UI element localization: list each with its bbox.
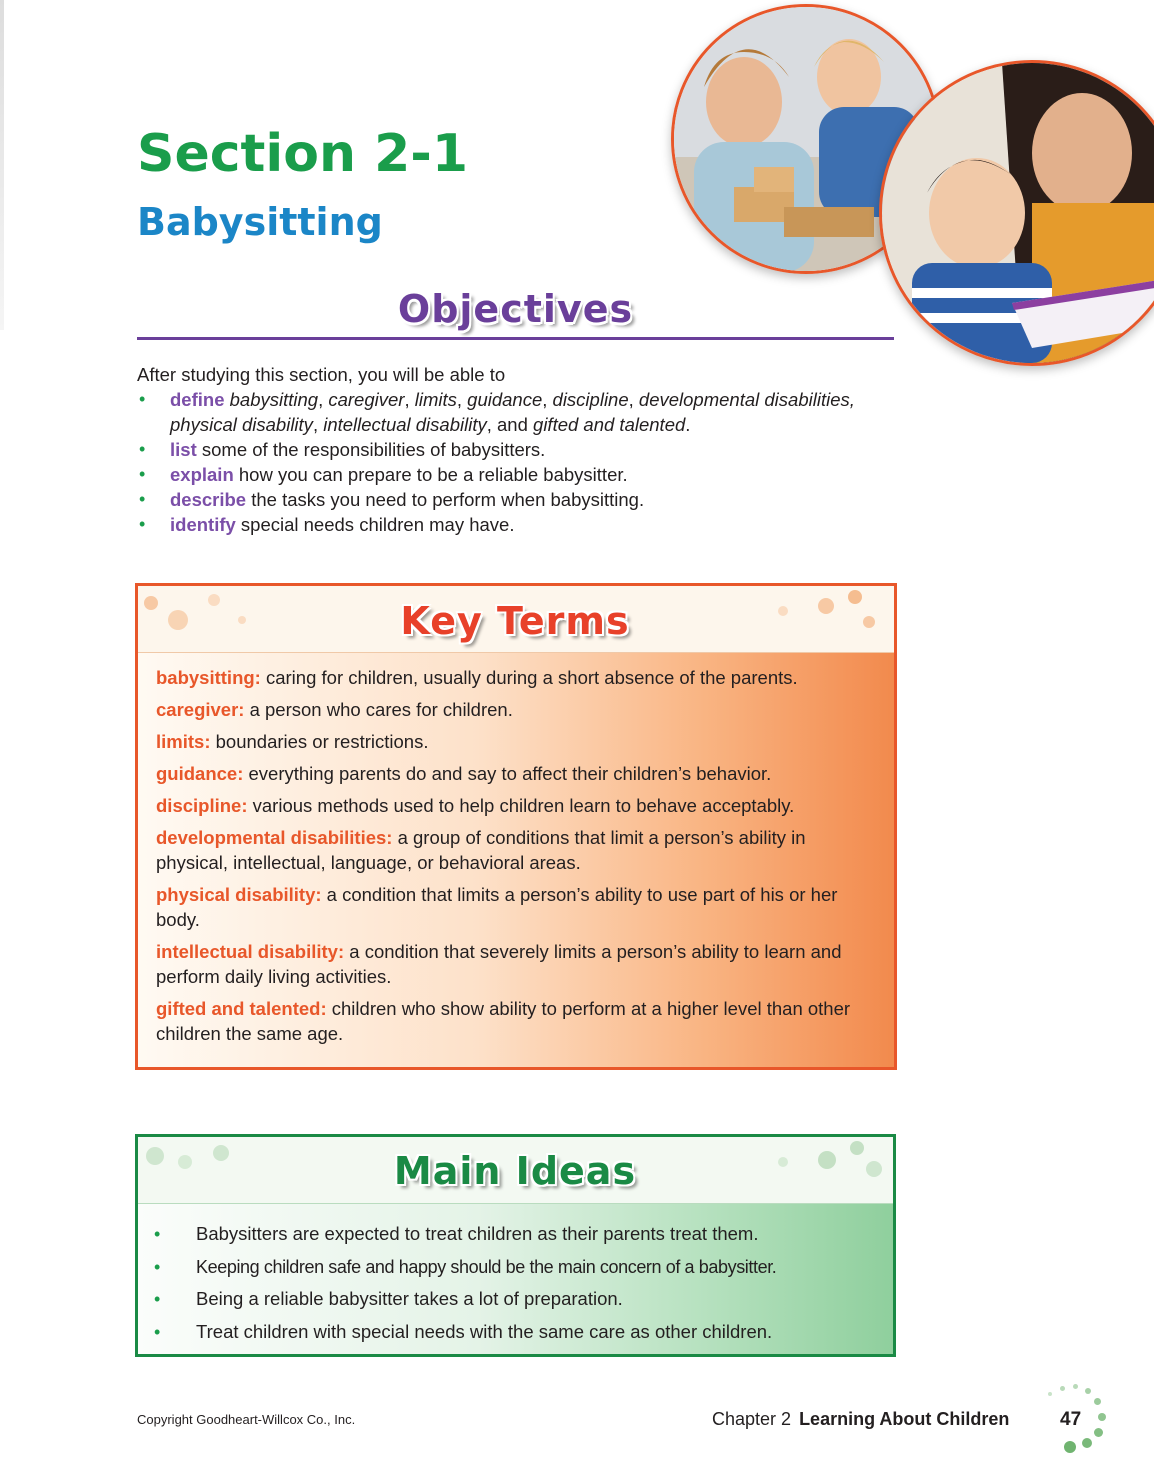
bullet-icon: • <box>154 1289 161 1309</box>
key-term: gifted and talented: children who show ability to perform at a higher level than other children the same age. <box>156 998 851 1044</box>
main-idea-item: • Being a reliable babysitter takes a lot of preparation. <box>152 1283 882 1316</box>
objectives-intro: After studying this section, you will be able to <box>137 364 506 385</box>
bullet-icon: • <box>139 464 146 484</box>
bullet-icon: • <box>139 389 146 409</box>
section-subtitle: Babysitting <box>137 200 383 244</box>
main-ideas-list <box>152 1218 882 1348</box>
bullet-icon: • <box>154 1256 160 1277</box>
page-number: 47 <box>1060 1409 1082 1430</box>
main-idea-item: • Keeping children safe and happy should be the main concern of a babysitter. <box>152 1251 882 1284</box>
objective-item: • identify special needs children may have. <box>139 514 515 535</box>
bullet-icon: • <box>139 489 146 509</box>
bullet-icon: • <box>139 439 146 459</box>
key-terms-list <box>156 665 881 1053</box>
page-edge-shadow <box>0 0 4 330</box>
objective-item: • list some of the responsibilities of babysitters. <box>139 439 546 460</box>
key-terms-heading: Key Terms <box>400 599 630 643</box>
key-term: babysitting: caring for children, usually during a short absence of the parents. <box>156 667 798 688</box>
objectives-divider <box>137 337 894 340</box>
bullet-icon: • <box>154 1224 161 1244</box>
key-term: intellectual disability: a condition that severely limits a person’s ability to learn and perform daily living activities. <box>156 941 842 987</box>
objective-item: • describe the tasks you need to perform when babysitting. <box>139 489 645 510</box>
copyright-notice: Copyright Goodheart-Willcox Co., Inc. <box>137 1412 356 1427</box>
key-term: limits: boundaries or restrictions. <box>156 731 429 752</box>
objectives-heading: Objectives <box>397 287 634 331</box>
chapter-number: Chapter 2 <box>712 1409 792 1429</box>
main-ideas-heading: Main Ideas <box>393 1149 637 1193</box>
bullet-icon: • <box>139 514 146 534</box>
key-term: physical disability: a condition that limits a person’s ability to use part of his or her body. <box>156 884 838 930</box>
chapter-title: Learning About Children <box>799 1409 1010 1429</box>
key-term: caregiver: a person who cares for children. <box>156 699 513 720</box>
objective-item: • define babysitting, caregiver, limits, guidance, discipline, developmental disabilities, physical disability, intellectual disability, and gifted and talented. <box>139 389 855 435</box>
key-term: developmental disabilities: a group of conditions that limit a person’s ability in physical, intellectual, language, or behavioral areas. <box>156 827 806 873</box>
objective-item: • explain how you can prepare to be a reliable babysitter. <box>139 464 628 485</box>
objectives-list <box>137 362 897 537</box>
key-term: discipline: various methods used to help children learn to behave acceptably. <box>156 795 795 816</box>
main-idea-item: • Treat children with special needs with the same care as other children. <box>152 1316 882 1349</box>
section-title: Section 2-1 <box>137 124 469 184</box>
chapter-label <box>712 1409 1009 1430</box>
key-term: guidance: everything parents do and say to affect their children’s behavior. <box>156 763 772 784</box>
main-idea-item: • Babysitters are expected to treat children as their parents treat them. <box>152 1218 882 1251</box>
bullet-icon: • <box>154 1321 161 1342</box>
